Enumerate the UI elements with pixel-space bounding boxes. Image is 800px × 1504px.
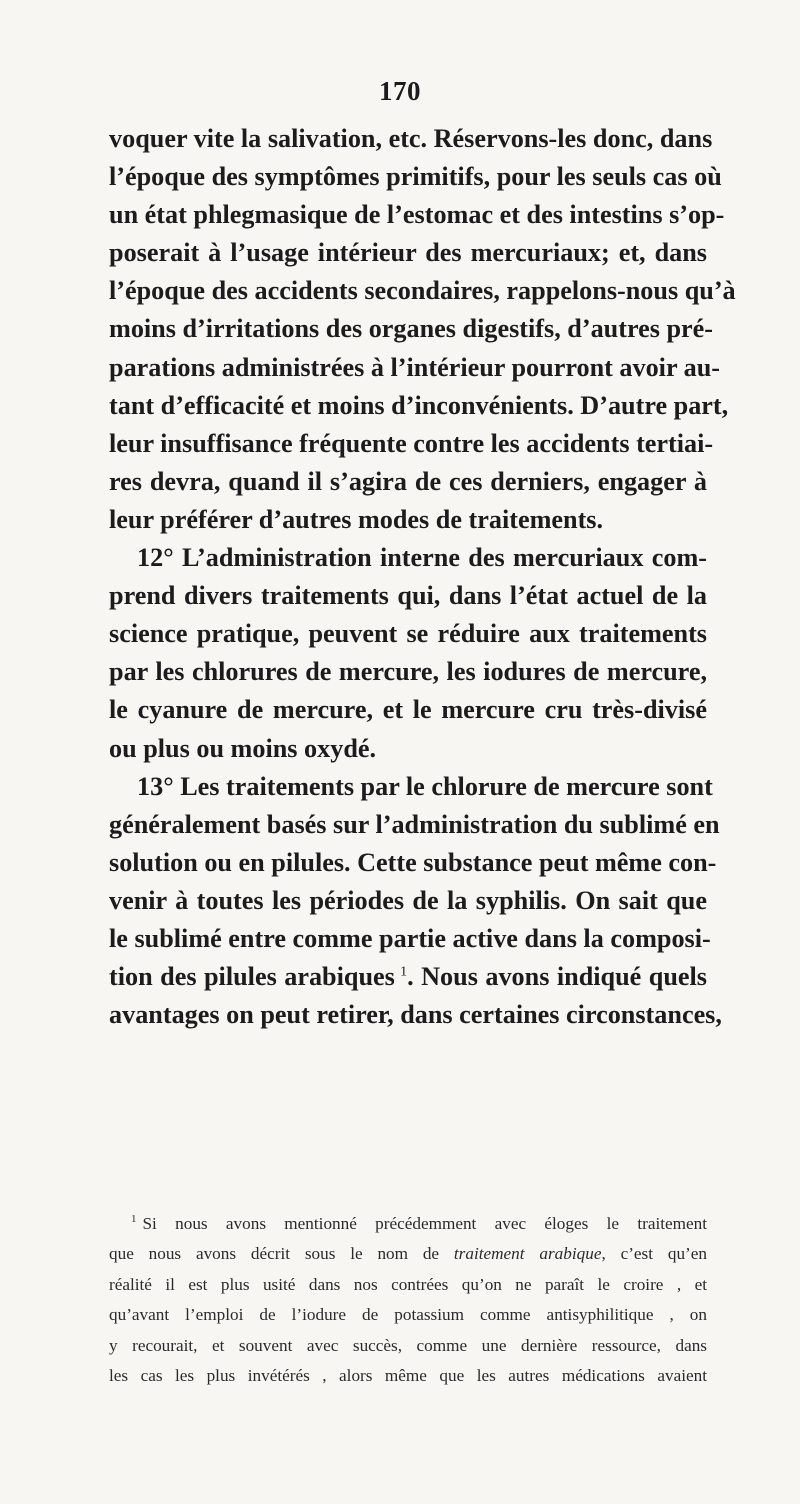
text-line: tant d’efficacité et moins d’inconvénients. D’autre part, — [109, 390, 729, 420]
footnote-text: Si nous avons mentionné précédemment avec éloges le traitement — [142, 1214, 707, 1233]
text-line: leur insuffisance fréquente contre les accidents tertiai- — [109, 428, 714, 458]
text-line: parations administrées à l’intérieur pourront avoir au- — [109, 352, 721, 382]
text-segment: tion des pilules arabiques — [109, 962, 395, 992]
text-line: l’époque des accidents secondaires, rappelons-nous qu’à — [109, 276, 736, 306]
footnote-emphasis: traitement arabique — [453, 1244, 602, 1264]
text-line: 12° L’administration interne des mercuriaux com- — [137, 543, 707, 573]
footnote-line — [109, 1209, 707, 1239]
text-line: voquer vite la salivation, etc. Réservons-les donc, dans — [109, 124, 713, 153]
text-line: science pratique, peuvent se réduire aux traitements — [109, 619, 707, 649]
text-line: ou plus ou moins oxydé. — [109, 733, 377, 763]
text-line: leur préférer d’autres modes de traitements. — [109, 504, 604, 534]
text-line-with-note — [109, 958, 707, 996]
footnote-text: que nous avons décrit sous le nom de — [109, 1244, 454, 1264]
text-line: par les chlorures de mercure, les iodures de mercure, — [109, 657, 707, 687]
text-line: moins d’irritations des organes digestifs, d’autres pré- — [109, 314, 713, 344]
text-line: l’époque des symptômes primitifs, pour les seuls cas où — [109, 162, 722, 192]
text-line: venir à toutes les périodes de la syphilis. On sait que — [109, 885, 707, 915]
text-line: avantages on peut retirer, dans certaines circonstances, — [109, 1000, 722, 1030]
text-line: 13° Les traitements par le chlorure de mercure sont — [137, 771, 713, 801]
text-line: le sublimé entre comme partie active dans la composi- — [109, 923, 711, 953]
footnote-reference[interactable]: 1 — [400, 964, 408, 980]
body-text — [109, 120, 736, 1034]
footnote-line: qu’avant l’emploi de l’iodure de potassium comme antisyphilitique , on — [109, 1305, 707, 1325]
footnote-line: y recourait, et souvent avec succès, comme une dernière ressource, dans — [109, 1335, 707, 1355]
text-line: solution ou en pilules. Cette substance peut même con- — [109, 847, 717, 877]
footnote-line: les cas les plus invétérés , alors même que les autres médications avaient — [109, 1366, 707, 1386]
footnote-line — [109, 1239, 707, 1269]
text-line: généralement basés sur l’administration du sublimé en — [109, 809, 720, 839]
page-number: 170 — [379, 76, 421, 106]
text-line: res devra, quand il s’agira de ces derniers, engager à — [109, 466, 707, 496]
footnote-text: , c’est qu’en — [601, 1244, 707, 1264]
text-line: poserait à l’usage intérieur des mercuriaux; et, dans — [109, 238, 707, 268]
footnote-marker: 1 — [131, 1213, 137, 1226]
text-segment: . Nous avons indiqué quels — [407, 962, 707, 992]
footnote-line: réalité il est plus usité dans nos contrées qu’on ne paraît le croire , et — [109, 1274, 707, 1294]
text-line: prend divers traitements qui, dans l’état actuel de la — [109, 581, 707, 611]
text-line: un état phlegmasique de l’estomac et des intestins s’op- — [109, 200, 725, 230]
text-line: le cyanure de mercure, et le mercure cru très-divisé — [109, 695, 707, 725]
footnote — [109, 1209, 707, 1391]
